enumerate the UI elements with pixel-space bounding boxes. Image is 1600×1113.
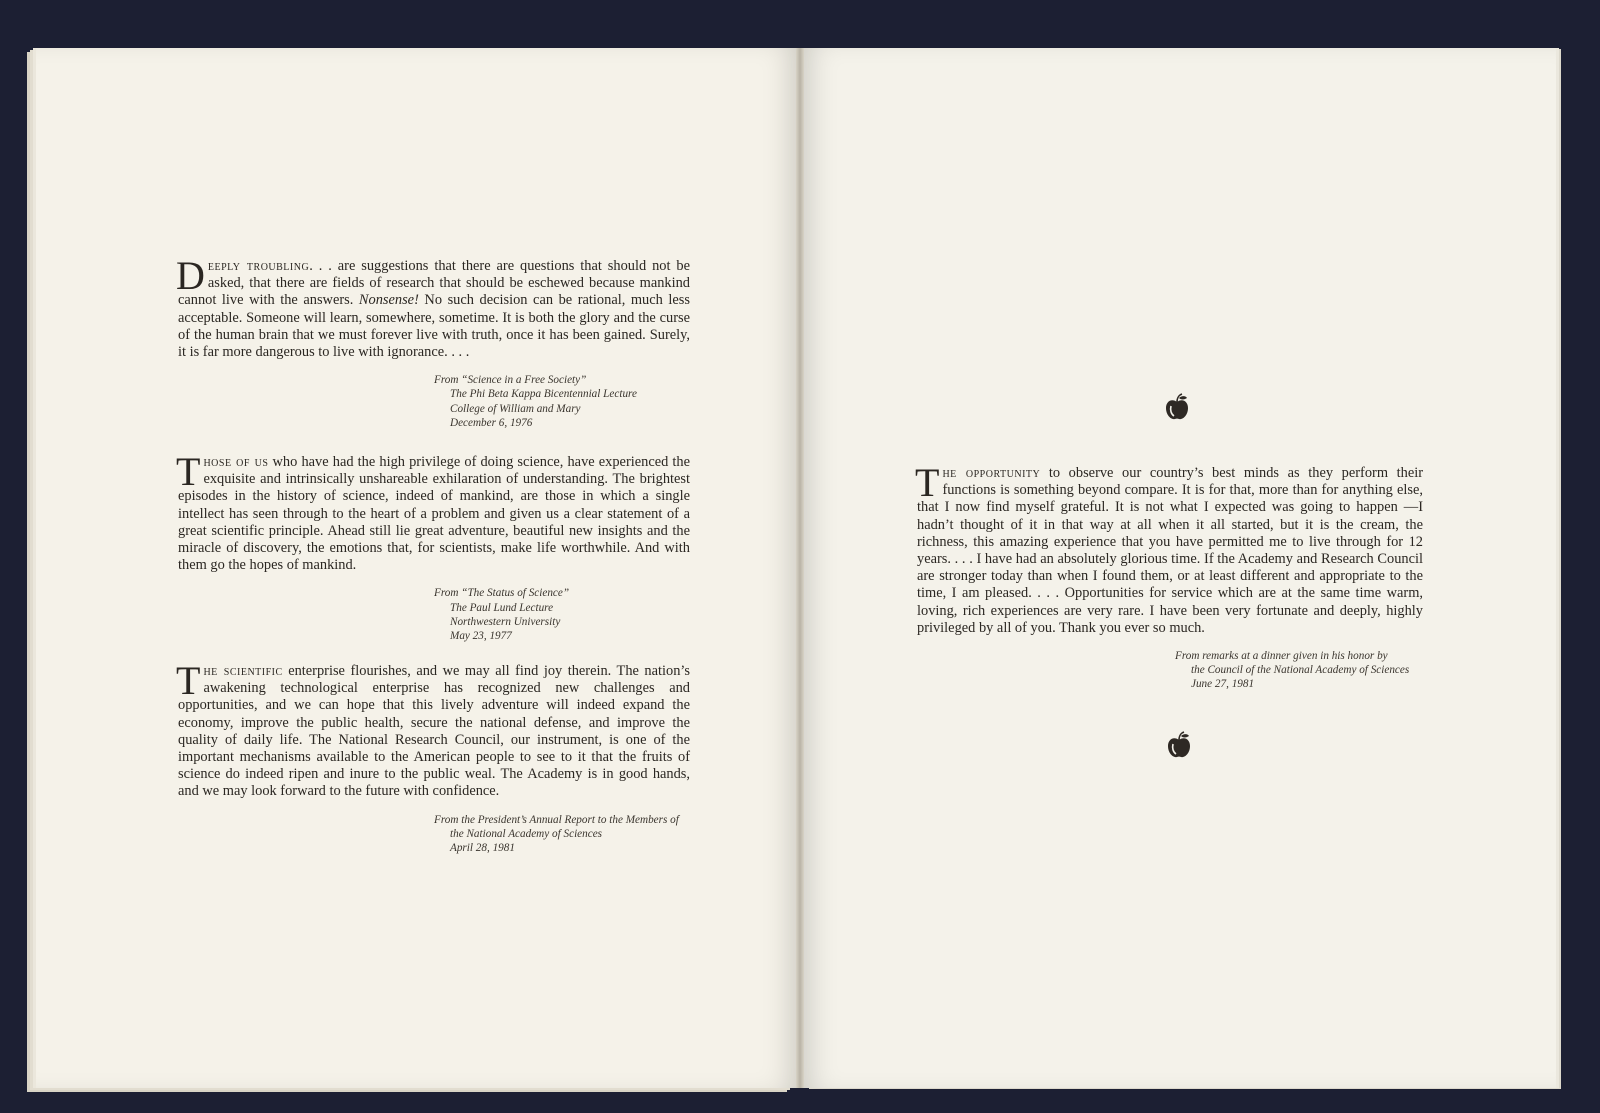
citation-line: From “Science in a Free Society” [434,374,587,387]
citation-line: May 23, 1977 [450,630,512,643]
citation-line: From “The Status of Science” [434,587,570,600]
body-text: who have had the high privilege of doing science, have experienced the exquisite and intrinsically unshareable exhilaration of understanding. The brightest episodes in the history of science, indeed of mankind, are those in which a single intellect has seen through to the heart of a problem and given us a clear statement of a great scientific principle. Ahead still lie great adventure, beautiful new insights and the miracle of discovery, the emotions that, for scientists, make life worthwhile. And with them go the hopes of mankind. [178,454,691,574]
citation-line: The Paul Lund Lecture [450,601,554,614]
lead-in: hose of us [203,454,269,470]
lead-in: he scientific [203,663,283,679]
citation-line: Northwestern University [450,615,561,628]
passage-those-of-us [176,449,691,643]
apple-ornament-icon [1164,392,1190,422]
citation-line: The Phi Beta Kappa Bicentennial Lecture [450,388,637,401]
citation [434,586,690,643]
drop-cap: T [176,658,201,703]
emphasis: Nonsense! [358,292,419,309]
citation-line: From remarks at a dinner given in his honor by [1175,650,1388,663]
passage-deeply-troubling [176,253,690,430]
drop-cap: T [915,460,940,505]
body-text: . . . are suggestions that there are questions that should not be asked, that there are fields of research that should be eschewed because mankind cannot live with the answers. [178,258,690,309]
citation [434,813,690,856]
citation-line: From the President’s Annual Report to the Members of [434,813,679,826]
apple-ornament-icon [1166,730,1192,760]
drop-cap: D [176,253,205,298]
passage-text [915,460,1424,637]
passage-text [176,449,691,574]
citation-line: the Council of the National Academy of Sciences [1191,664,1410,677]
lead-in: eeply troubling [207,258,310,274]
citation [1175,649,1423,692]
passage-text [176,658,690,801]
passage-the-opportunity [915,460,1424,692]
book-gutter [796,48,804,1088]
lead-in: he opportunity [942,465,1041,481]
passage-the-scientific [176,658,690,855]
body-text: enterprise flourishes, and we may all find joy therein. The nation’s awakening technological enterprise has recognized new challenges and opportunities, and we can hope that this lively adventure will indeed expand the economy, improve the public health, secure the national defense, and improve the quality of daily life. The National Research Council, our instrument, is one of the important mechanisms available to the American people to see to it that the fruits of science do indeed ripen and inure to the public weal. The Academy is in good hands, and we may look forward to the future with confidence. [178,663,690,800]
citation-line: April 28, 1981 [450,842,515,855]
citation-line: the National Academy of Sciences [450,827,603,840]
citation [434,373,690,430]
body-text: to observe our country’s best minds as they perform their functions is something beyond compare. It is for that, more than for anything else, that I now find myself grateful. It is not what I expected was going to happen —I hadn’t thought of it in that way at all when it all started, but it is the cream, the richness, this amazing experience that you have permitted me to live through for 12 years. . . . I have had an absolutely glorious time. If the Academy and Research Council are stronger today than when I found them, or at least different and appropriate to the time, I am pleased. . . . Opportunities for service which are at the same time warm, loving, rich experiences are very rare. I have been very fortunate and deeply, highly privileged by all of you. Thank you ever so much. [917,465,1424,636]
body-text: No such decision can be rational, much less acceptable. Someone will learn, somewhere, sometime. It is both the glory and the curse of the human brain that we must forever live with truth, once it has been gained. Surely, it is far more dangerous to live with ignorance. . . . [178,292,690,361]
passage-text [176,253,690,361]
drop-cap: T [176,449,201,494]
citation-line: College of William and Mary [450,402,581,415]
citation-line: December 6, 1976 [450,416,533,429]
citation-line: June 27, 1981 [1191,678,1255,691]
